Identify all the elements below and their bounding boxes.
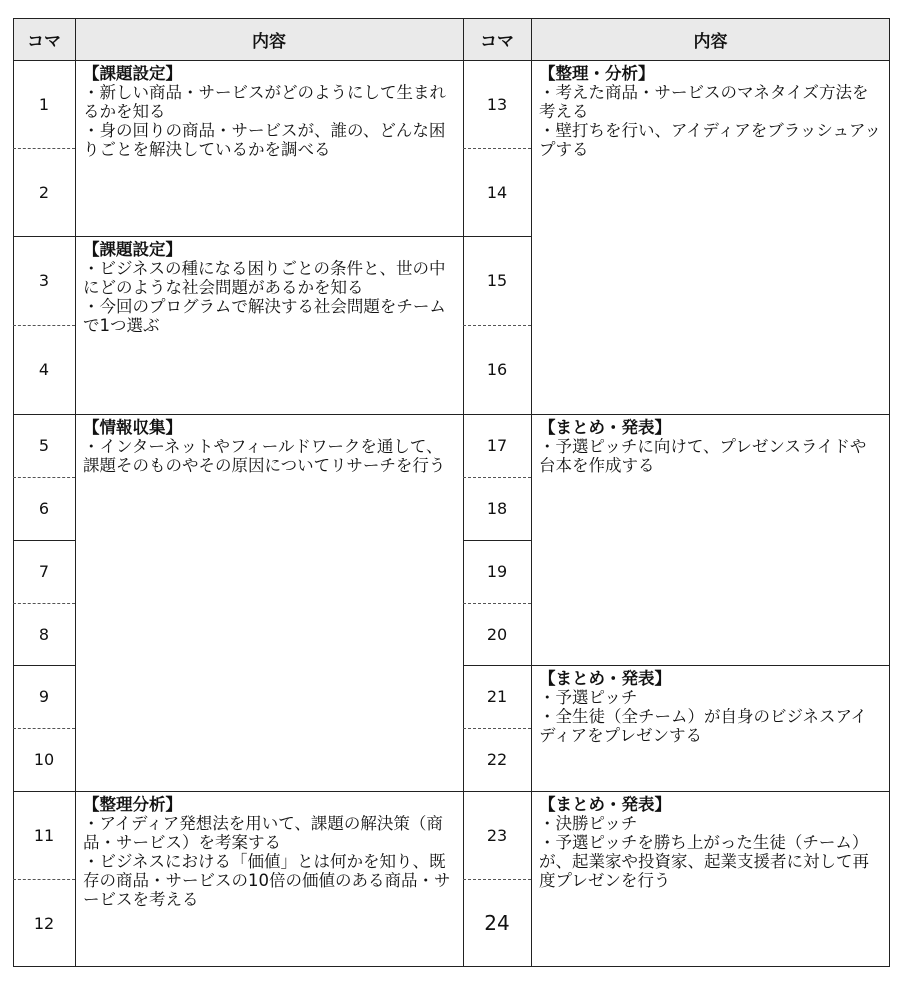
grid-line [13, 414, 890, 415]
dashed-separator [463, 477, 531, 478]
grid-line [13, 540, 76, 541]
block-title: 【まとめ・発表】 [539, 669, 671, 688]
koma-number: 3 [38, 271, 50, 290]
grid-line [463, 540, 532, 541]
grid-line [13, 60, 890, 61]
koma-number: 7 [38, 562, 50, 581]
block-line: ・決勝ピッチ [539, 814, 638, 833]
grid-line [13, 18, 890, 19]
grid-line [463, 18, 464, 967]
koma-number: 8 [38, 624, 50, 644]
block-title: 【まとめ・発表】 [539, 795, 671, 814]
dashed-separator [463, 148, 531, 149]
block-line: ・ビジネスにおける「価値」とは何かを知り、既存の商品・サービスの10倍の価値のある商品・サービスを考える [83, 852, 451, 909]
block-line: ・考えた商品・サービスのマネタイズ方法を考える [539, 83, 869, 121]
block-line: ・新しい商品・サービスがどのようにして生まれるかを知る [83, 83, 446, 121]
koma-number: 14 [486, 182, 508, 202]
block-title: 【課題設定】 [83, 240, 182, 259]
koma-number: 20 [486, 624, 508, 644]
block-line: ・アイディア発想法を用いて、課題の解決策（商品・サービス）を考案する [83, 814, 443, 852]
dashed-separator [463, 879, 531, 880]
block-line: ・予選ピッチに向けて、プレゼンスライドや台本を作成する [539, 437, 867, 475]
koma-number: 15 [486, 271, 508, 290]
block-title: 【情報収集】 [83, 418, 182, 437]
grid-line [13, 791, 890, 792]
koma-number: 9 [38, 687, 50, 706]
koma-number: 13 [486, 94, 508, 114]
grid-line [531, 18, 532, 967]
header-koma-left: コマ [13, 18, 75, 60]
koma-number: 23 [486, 825, 508, 845]
content-block [75, 791, 463, 967]
dashed-separator [463, 603, 531, 604]
koma-number: 11 [33, 825, 55, 845]
koma-number: 21 [486, 687, 508, 706]
koma-number: 4 [38, 360, 50, 379]
koma-number: 22 [486, 750, 508, 769]
content-block [531, 414, 890, 665]
dashed-separator [13, 325, 75, 326]
block-line: ・壁打ちを行い、アイディアをブラッシュアップする [539, 121, 881, 159]
content-block [531, 665, 890, 791]
koma-number: 1 [38, 94, 50, 114]
grid-line [463, 665, 890, 666]
schedule-table [13, 18, 890, 967]
koma-number: 16 [486, 360, 508, 379]
block-line: ・ビジネスの種になる困りごとの条件と、世の中にどのような社会問題があるかを知る [83, 259, 446, 297]
grid-line [13, 236, 464, 237]
block-title: 【整理・分析】 [539, 64, 655, 83]
grid-line [13, 966, 890, 967]
content-block [75, 60, 463, 236]
header-koma-right: コマ [463, 18, 531, 60]
koma-number: 17 [486, 436, 508, 455]
block-title: 【整理分析】 [83, 795, 182, 814]
dashed-separator [13, 728, 75, 729]
header-content-right: 内容 [531, 18, 890, 60]
content-block [531, 791, 890, 967]
koma-number: 6 [38, 499, 50, 518]
koma-number: 5 [38, 436, 50, 455]
block-line: ・予選ピッチを勝ち上がった生徒（チーム）が、起業家や投資家、起業支援者に対して再度プレゼンを行う [539, 833, 869, 890]
dashed-separator [13, 477, 75, 478]
koma-number: 19 [486, 562, 508, 581]
block-line: ・全生徒（全チーム）が自身のビジネスアイディアをプレゼンする [539, 707, 868, 745]
dashed-separator [13, 148, 75, 149]
content-block [75, 414, 463, 791]
grid-line [13, 665, 76, 666]
grid-line [463, 236, 532, 237]
dashed-separator [13, 879, 75, 880]
dashed-separator [463, 728, 531, 729]
koma-number: 18 [486, 499, 508, 518]
block-line: ・予選ピッチ [539, 688, 638, 707]
block-line: ・今回のプログラムで解決する社会問題をチームで1つ選ぶ [83, 297, 446, 335]
content-block [531, 60, 890, 414]
grid-line [75, 18, 76, 967]
dashed-separator [13, 603, 75, 604]
koma-number: 24 [484, 911, 510, 935]
block-line: ・身の回りの商品・サービスが、誰の、どんな困りごとを解決しているかを調べる [83, 121, 446, 159]
content-block [75, 236, 463, 414]
koma-number: 10 [33, 750, 55, 769]
block-title: 【課題設定】 [83, 64, 182, 83]
grid-line [13, 18, 14, 967]
koma-number: 12 [33, 913, 55, 933]
block-title: 【まとめ・発表】 [539, 418, 671, 437]
block-line: ・インターネットやフィールドワークを通して、課題そのものやその原因についてリサーチを行う [83, 437, 446, 475]
header-content-left: 内容 [75, 18, 463, 60]
dashed-separator [463, 325, 531, 326]
koma-number: 2 [38, 182, 50, 202]
grid-line [889, 18, 890, 967]
